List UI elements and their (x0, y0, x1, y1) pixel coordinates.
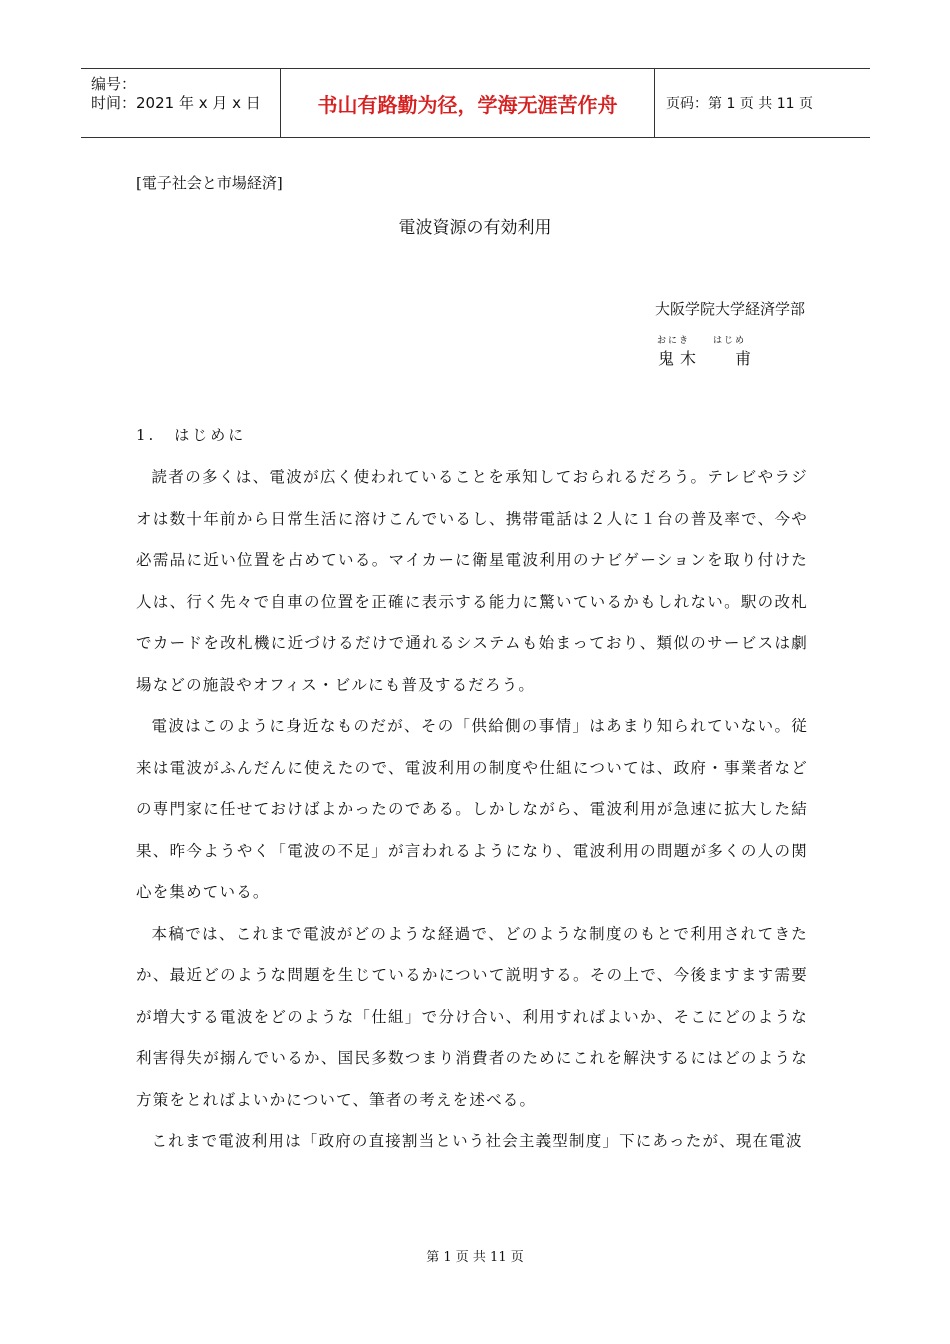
paragraph: 読者の多くは、電波が広く使われていることを承知しておられるだろう。テレビやラジオは数十年前から日常生活に溶けこんでいるし、携帯電話は２人に１台の普及率で、今や必需品に近い位置を占めている。マイカーに衛星電波利用のナビゲーションを取り付けた人は、行く先々で自車の位置を正確に表示する能力に驚いているかもしれない。駅の改札でカードを改札機に近づけるだけで通れるシステムも始まっており、類似のサービスは劇場などの施設やオフィス・ビルにも普及するだろう。 (136, 468, 808, 694)
body-text (136, 457, 808, 1163)
category-label: [電子社会と市場経済] (136, 174, 283, 192)
page-info: 页码：第 1 页 共 11 页 (666, 96, 813, 112)
header-meta-cell (81, 69, 280, 137)
number-label: 编号： (91, 75, 137, 93)
paragraph: これまで電波利用は「政府の直接割当という社会主義型制度」下にあったが、現在電波 (151, 1132, 803, 1150)
time-label: 时间：2021 年 x 月 x 日 (91, 94, 261, 112)
section-heading: 1. はじめに (136, 426, 247, 444)
paragraph: 電波はこのように身近なものだが、その「供給側の事情」はあまり知られていない。従来は電波がふんだんに使えたので、電波利用の制度や仕組については、政府・事業者などの専門家に任せておけばよかったのである。しかしながら、電波利用が急速に拡大した結果、昨今ようやく「電波の不足」が言われるようになり、電波利用の問題が多くの人の関心を集めている。 (136, 717, 808, 901)
page-footer: 第 1 页 共 11 页 (426, 1250, 524, 1265)
document-header-table (81, 68, 870, 138)
header-page-cell (654, 69, 870, 137)
author-affiliation: 大阪学院大学経済学部 (654, 300, 805, 318)
document-title: 電波資源の有効利用 (398, 218, 552, 238)
author-name: 鬼木 甫 (658, 349, 758, 368)
author-ruby-given: はじめ (713, 336, 747, 346)
motto-text: 书山有路勤为径，学海无涯苦作舟 (317, 92, 618, 117)
author-ruby-surname: おにき (657, 336, 691, 346)
header-motto-cell (280, 69, 655, 137)
paragraph: 本稿では、これまで電波がどのような経過で、どのような制度のもとで利用されてきたか、最近どのような問題を生じているかについて説明する。その上で、今後ますます需要が増大する電波をどのような「仕組」で分け合い、利用すればよいか、そこにどのような利害得失が搦んでいるか、国民多数つまり消費者のためにこれを解決するにはどのような方策をとればよいかについて、筆者の考えを述べる。 (136, 924, 808, 1109)
